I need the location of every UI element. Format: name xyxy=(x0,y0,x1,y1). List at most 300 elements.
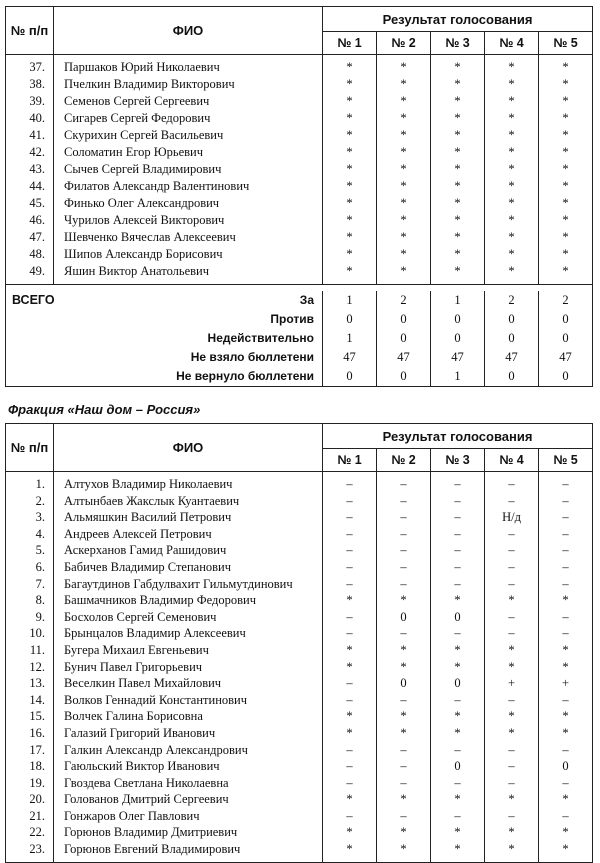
table-row xyxy=(6,708,593,725)
header-vote-1: № 1 xyxy=(323,32,377,55)
vote-cell-1: * xyxy=(323,110,377,127)
vote-cell-2: – xyxy=(377,559,431,576)
vote-cell-2: * xyxy=(377,161,431,178)
vote-cell-2: * xyxy=(377,195,431,212)
table-row xyxy=(6,775,593,792)
vote-cell-1: * xyxy=(323,841,377,862)
header-vote-3: № 3 xyxy=(431,449,485,472)
vote-cell-3: 0 xyxy=(431,609,485,626)
vote-cell-3: * xyxy=(431,110,485,127)
deputy-name: Бабичев Владимир Степанович xyxy=(54,559,323,576)
header-vote-2: № 2 xyxy=(377,32,431,55)
vote-cell-5: * xyxy=(539,55,593,77)
vote-cell-5: – xyxy=(539,808,593,825)
row-number: 1. xyxy=(6,472,54,493)
deputy-name: Башмачников Владимир Федорович xyxy=(54,592,323,609)
row-number: 8. xyxy=(6,592,54,609)
table-row xyxy=(6,212,593,229)
vote-cell-4: * xyxy=(485,642,539,659)
summary-value-5: 0 xyxy=(539,310,593,329)
vote-cell-4: + xyxy=(485,675,539,692)
vote-cell-5: – xyxy=(539,609,593,626)
table-row xyxy=(6,841,593,862)
vote-cell-2: – xyxy=(377,775,431,792)
row-number: 19. xyxy=(6,775,54,792)
summary-row xyxy=(6,367,593,387)
row-number: 4. xyxy=(6,526,54,543)
vote-cell-2: * xyxy=(377,659,431,676)
row-number: 13. xyxy=(6,675,54,692)
deputy-name: Андреев Алексей Петрович xyxy=(54,526,323,543)
vote-cell-5: * xyxy=(539,195,593,212)
faction-title: Фракция «Наш дом – Россия» xyxy=(8,402,201,417)
row-number: 9. xyxy=(6,609,54,626)
row-number: 6. xyxy=(6,559,54,576)
table-row xyxy=(6,659,593,676)
row-number: 22. xyxy=(6,824,54,841)
table-row xyxy=(6,758,593,775)
vote-cell-1: * xyxy=(323,55,377,77)
vote-cell-2: * xyxy=(377,841,431,862)
vote-cell-5: * xyxy=(539,841,593,862)
vote-cell-1: – xyxy=(323,775,377,792)
summary-title xyxy=(6,367,54,387)
vote-cell-2: * xyxy=(377,212,431,229)
vote-cell-2: * xyxy=(377,178,431,195)
header-vote-5: № 5 xyxy=(539,449,593,472)
vote-cell-2: – xyxy=(377,625,431,642)
deputy-name: Чурилов Алексей Викторович xyxy=(54,212,323,229)
table-row xyxy=(6,127,593,144)
vote-cell-4: * xyxy=(485,178,539,195)
vote-cell-2: – xyxy=(377,692,431,709)
vote-cell-2: – xyxy=(377,758,431,775)
vote-cell-1: * xyxy=(323,178,377,195)
vote-cell-3: * xyxy=(431,178,485,195)
row-number: 46. xyxy=(6,212,54,229)
row-number: 49. xyxy=(6,263,54,285)
deputy-name: Бугера Михаил Евгеньевич xyxy=(54,642,323,659)
vote-cell-5: – xyxy=(539,559,593,576)
header-vote-4: № 4 xyxy=(485,449,539,472)
row-number: 11. xyxy=(6,642,54,659)
table-row xyxy=(6,791,593,808)
deputy-name: Пчелкин Владимир Викторович xyxy=(54,76,323,93)
table-row xyxy=(6,609,593,626)
vote-cell-4: * xyxy=(485,246,539,263)
vote-cell-1: * xyxy=(323,93,377,110)
summary-value-2: 0 xyxy=(377,310,431,329)
vote-cell-2: * xyxy=(377,725,431,742)
vote-cell-1: – xyxy=(323,493,377,510)
vote-cell-5: – xyxy=(539,692,593,709)
vote-cell-2: * xyxy=(377,824,431,841)
table-row xyxy=(6,93,593,110)
vote-cell-1: * xyxy=(323,659,377,676)
vote-cell-1: – xyxy=(323,758,377,775)
vote-cell-3: – xyxy=(431,775,485,792)
vote-cell-5: * xyxy=(539,110,593,127)
table-row xyxy=(6,263,593,285)
vote-cell-5: – xyxy=(539,542,593,559)
header-fio: ФИО xyxy=(54,424,323,472)
vote-cell-3: – xyxy=(431,559,485,576)
vote-cell-5: * xyxy=(539,708,593,725)
vote-cell-4: * xyxy=(485,592,539,609)
summary-row xyxy=(6,291,593,310)
table-row xyxy=(6,493,593,510)
summary-label: Против xyxy=(54,310,323,329)
vote-cell-2: * xyxy=(377,708,431,725)
summary-title: ВСЕГО xyxy=(6,291,54,310)
vote-cell-3: – xyxy=(431,625,485,642)
vote-cell-5: * xyxy=(539,178,593,195)
vote-cell-1: – xyxy=(323,692,377,709)
vote-cell-4: – xyxy=(485,742,539,759)
vote-cell-3: * xyxy=(431,642,485,659)
vote-cell-1: * xyxy=(323,127,377,144)
vote-cell-1: – xyxy=(323,808,377,825)
vote-cell-4: – xyxy=(485,576,539,593)
vote-cell-2: * xyxy=(377,127,431,144)
row-number: 15. xyxy=(6,708,54,725)
vote-cell-5: * xyxy=(539,161,593,178)
row-number: 38. xyxy=(6,76,54,93)
table-row xyxy=(6,692,593,709)
row-number: 44. xyxy=(6,178,54,195)
vote-cell-1: * xyxy=(323,161,377,178)
header-vote-4: № 4 xyxy=(485,32,539,55)
table-row xyxy=(6,110,593,127)
header-result: Результат голосования xyxy=(323,424,593,449)
summary-value-4: 0 xyxy=(485,310,539,329)
vote-cell-3: – xyxy=(431,576,485,593)
vote-cell-1: * xyxy=(323,708,377,725)
header-vote-1: № 1 xyxy=(323,449,377,472)
vote-cell-3: * xyxy=(431,824,485,841)
table-row xyxy=(6,725,593,742)
vote-cell-5: – xyxy=(539,576,593,593)
vote-cell-1: * xyxy=(323,642,377,659)
deputy-name: Волчек Галина Борисовна xyxy=(54,708,323,725)
vote-cell-2: * xyxy=(377,76,431,93)
vote-cell-4: * xyxy=(485,55,539,77)
vote-cell-3: – xyxy=(431,526,485,543)
vote-cell-1: – xyxy=(323,675,377,692)
vote-cell-5: 0 xyxy=(539,758,593,775)
summary-value-1: 0 xyxy=(323,310,377,329)
vote-cell-1: * xyxy=(323,212,377,229)
table-row xyxy=(6,246,593,263)
vote-cell-1: * xyxy=(323,195,377,212)
vote-cell-1: – xyxy=(323,625,377,642)
vote-cell-5: – xyxy=(539,742,593,759)
deputy-name: Паршаков Юрий Николаевич xyxy=(54,55,323,77)
deputy-name: Яшин Виктор Анатольевич xyxy=(54,263,323,285)
vote-cell-1: * xyxy=(323,246,377,263)
summary-label: Не взяло бюллетени xyxy=(54,348,323,367)
vote-cell-4: * xyxy=(485,76,539,93)
table-row xyxy=(6,161,593,178)
summary-block xyxy=(6,285,593,387)
row-number: 18. xyxy=(6,758,54,775)
deputy-name: Сигарев Сергей Федорович xyxy=(54,110,323,127)
vote-cell-3: * xyxy=(431,263,485,285)
vote-cell-3: * xyxy=(431,212,485,229)
vote-cell-4: * xyxy=(485,824,539,841)
summary-value-1: 1 xyxy=(323,329,377,348)
vote-cell-1: – xyxy=(323,559,377,576)
header-number: № п/п xyxy=(6,7,54,55)
table-body-1 xyxy=(6,55,593,285)
deputy-name: Голованов Дмитрий Сергеевич xyxy=(54,791,323,808)
vote-cell-2: – xyxy=(377,808,431,825)
summary-value-4: 47 xyxy=(485,348,539,367)
vote-cell-4: * xyxy=(485,791,539,808)
vote-cell-2: – xyxy=(377,542,431,559)
vote-cell-1: – xyxy=(323,526,377,543)
summary-value-4: 0 xyxy=(485,329,539,348)
vote-cell-5: * xyxy=(539,127,593,144)
vote-cell-5: * xyxy=(539,824,593,841)
vote-cell-2: * xyxy=(377,93,431,110)
vote-cell-5: – xyxy=(539,625,593,642)
vote-cell-4: – xyxy=(485,542,539,559)
row-number: 37. xyxy=(6,55,54,77)
summary-value-1: 47 xyxy=(323,348,377,367)
vote-cell-5: – xyxy=(539,493,593,510)
vote-cell-3: * xyxy=(431,708,485,725)
header-vote-3: № 3 xyxy=(431,32,485,55)
deputy-name: Шипов Александр Борисович xyxy=(54,246,323,263)
table-row xyxy=(6,195,593,212)
table-row xyxy=(6,824,593,841)
table-row xyxy=(6,576,593,593)
table-row xyxy=(6,742,593,759)
table-body-2 xyxy=(6,472,593,863)
vote-cell-3: * xyxy=(431,592,485,609)
vote-cell-1: – xyxy=(323,609,377,626)
vote-cell-3: * xyxy=(431,161,485,178)
table-row xyxy=(6,675,593,692)
vote-cell-4: – xyxy=(485,559,539,576)
vote-cell-3: * xyxy=(431,144,485,161)
summary-value-2: 0 xyxy=(377,329,431,348)
summary-value-3: 0 xyxy=(431,310,485,329)
vote-cell-1: – xyxy=(323,509,377,526)
vote-cell-5: * xyxy=(539,642,593,659)
summary-label: За xyxy=(54,291,323,310)
row-number: 10. xyxy=(6,625,54,642)
deputy-name: Галкин Александр Александрович xyxy=(54,742,323,759)
table-row xyxy=(6,808,593,825)
vote-cell-4: * xyxy=(485,127,539,144)
vote-cell-3: – xyxy=(431,742,485,759)
vote-cell-4: * xyxy=(485,659,539,676)
vote-cell-5: * xyxy=(539,659,593,676)
table-row xyxy=(6,526,593,543)
vote-cell-5: – xyxy=(539,509,593,526)
vote-cell-1: * xyxy=(323,144,377,161)
vote-cell-5: – xyxy=(539,526,593,543)
table-row xyxy=(6,472,593,493)
row-number: 39. xyxy=(6,93,54,110)
vote-cell-5: + xyxy=(539,675,593,692)
vote-cell-5: * xyxy=(539,229,593,246)
vote-cell-1: – xyxy=(323,542,377,559)
row-number: 12. xyxy=(6,659,54,676)
vote-cell-2: * xyxy=(377,229,431,246)
deputy-name: Веселкин Павел Михайлович xyxy=(54,675,323,692)
deputy-name: Гонжаров Олег Павлович xyxy=(54,808,323,825)
vote-cell-3: * xyxy=(431,55,485,77)
header-number: № п/п xyxy=(6,424,54,472)
deputy-name: Алтынбаев Жакслык Куантаевич xyxy=(54,493,323,510)
vote-cell-1: * xyxy=(323,791,377,808)
row-number: 16. xyxy=(6,725,54,742)
vote-cell-2: * xyxy=(377,144,431,161)
vote-cell-2: * xyxy=(377,246,431,263)
vote-cell-5: – xyxy=(539,472,593,493)
deputy-name: Багаутдинов Габдулвахит Гильмутдинович xyxy=(54,576,323,593)
vote-cell-2: 0 xyxy=(377,609,431,626)
vote-cell-3: * xyxy=(431,93,485,110)
vote-cell-3: * xyxy=(431,659,485,676)
table-row xyxy=(6,178,593,195)
table-row xyxy=(6,592,593,609)
row-number: 14. xyxy=(6,692,54,709)
vote-cell-3: – xyxy=(431,692,485,709)
summary-value-5: 0 xyxy=(539,367,593,387)
summary-title xyxy=(6,310,54,329)
deputy-name: Гаюльский Виктор Иванович xyxy=(54,758,323,775)
vote-cell-5: * xyxy=(539,791,593,808)
row-number: 45. xyxy=(6,195,54,212)
table-row xyxy=(6,559,593,576)
vote-cell-1: * xyxy=(323,592,377,609)
vote-cell-4: * xyxy=(485,212,539,229)
deputy-name: Гвоздева Светлана Николаевна xyxy=(54,775,323,792)
vote-cell-2: – xyxy=(377,742,431,759)
summary-value-3: 47 xyxy=(431,348,485,367)
vote-cell-2: – xyxy=(377,526,431,543)
vote-cell-4: – xyxy=(485,808,539,825)
vote-cell-2: – xyxy=(377,493,431,510)
summary-row xyxy=(6,310,593,329)
vote-cell-3: – xyxy=(431,808,485,825)
row-number: 20. xyxy=(6,791,54,808)
vote-cell-5: * xyxy=(539,144,593,161)
deputy-name: Семенов Сергей Сергеевич xyxy=(54,93,323,110)
vote-cell-2: * xyxy=(377,110,431,127)
vote-cell-3: – xyxy=(431,509,485,526)
voting-table-2 xyxy=(5,423,593,863)
vote-cell-5: * xyxy=(539,246,593,263)
summary-value-5: 47 xyxy=(539,348,593,367)
summary-value-3: 1 xyxy=(431,291,485,310)
summary-value-2: 2 xyxy=(377,291,431,310)
vote-cell-2: * xyxy=(377,263,431,285)
vote-cell-5: * xyxy=(539,592,593,609)
vote-cell-4: * xyxy=(485,110,539,127)
vote-cell-4: – xyxy=(485,493,539,510)
summary-label: Недействительно xyxy=(54,329,323,348)
vote-cell-3: * xyxy=(431,246,485,263)
vote-cell-1: * xyxy=(323,725,377,742)
vote-cell-5: * xyxy=(539,76,593,93)
summary-value-2: 47 xyxy=(377,348,431,367)
deputy-name: Брынцалов Владимир Алексеевич xyxy=(54,625,323,642)
deputy-name: Шевченко Вячеслав Алексеевич xyxy=(54,229,323,246)
row-number: 2. xyxy=(6,493,54,510)
table-row xyxy=(6,642,593,659)
vote-cell-4: – xyxy=(485,526,539,543)
vote-cell-4: * xyxy=(485,161,539,178)
summary-value-2: 0 xyxy=(377,367,431,387)
vote-cell-5: * xyxy=(539,212,593,229)
vote-cell-4: * xyxy=(485,263,539,285)
vote-cell-5: * xyxy=(539,725,593,742)
summary-row xyxy=(6,348,593,367)
deputy-name: Сычев Сергей Владимирович xyxy=(54,161,323,178)
vote-cell-3: * xyxy=(431,195,485,212)
row-number: 23. xyxy=(6,841,54,862)
header-fio: ФИО xyxy=(54,7,323,55)
vote-cell-2: * xyxy=(377,55,431,77)
vote-cell-3: * xyxy=(431,725,485,742)
vote-cell-1: – xyxy=(323,742,377,759)
deputy-name: Филатов Александр Валентинович xyxy=(54,178,323,195)
row-number: 48. xyxy=(6,246,54,263)
vote-cell-1: * xyxy=(323,229,377,246)
vote-cell-5: * xyxy=(539,93,593,110)
row-number: 7. xyxy=(6,576,54,593)
vote-cell-4: – xyxy=(485,625,539,642)
vote-cell-4: – xyxy=(485,758,539,775)
summary-value-4: 0 xyxy=(485,367,539,387)
vote-cell-3: * xyxy=(431,841,485,862)
deputy-name: Галазий Григорий Иванович xyxy=(54,725,323,742)
vote-cell-3: 0 xyxy=(431,675,485,692)
table-row xyxy=(6,625,593,642)
vote-cell-5: – xyxy=(539,775,593,792)
vote-cell-4: * xyxy=(485,229,539,246)
vote-cell-4: * xyxy=(485,841,539,862)
vote-cell-3: 0 xyxy=(431,758,485,775)
summary-value-1: 1 xyxy=(323,291,377,310)
deputy-name: Соломатин Егор Юрьевич xyxy=(54,144,323,161)
summary-label: Не вернуло бюллетени xyxy=(54,367,323,387)
row-number: 3. xyxy=(6,509,54,526)
table-row xyxy=(6,509,593,526)
table-row xyxy=(6,144,593,161)
vote-cell-3: * xyxy=(431,127,485,144)
vote-cell-4: – xyxy=(485,472,539,493)
deputy-name: Босхолов Сергей Семенович xyxy=(54,609,323,626)
summary-value-3: 1 xyxy=(431,367,485,387)
deputy-name: Алтухов Владимир Николаевич xyxy=(54,472,323,493)
vote-cell-2: 0 xyxy=(377,675,431,692)
vote-cell-4: Н/д xyxy=(485,509,539,526)
row-number: 43. xyxy=(6,161,54,178)
vote-cell-3: * xyxy=(431,229,485,246)
table-row xyxy=(6,76,593,93)
vote-cell-4: * xyxy=(485,725,539,742)
vote-cell-4: * xyxy=(485,708,539,725)
table-row xyxy=(6,55,593,77)
vote-cell-1: – xyxy=(323,472,377,493)
vote-cell-4: * xyxy=(485,144,539,161)
